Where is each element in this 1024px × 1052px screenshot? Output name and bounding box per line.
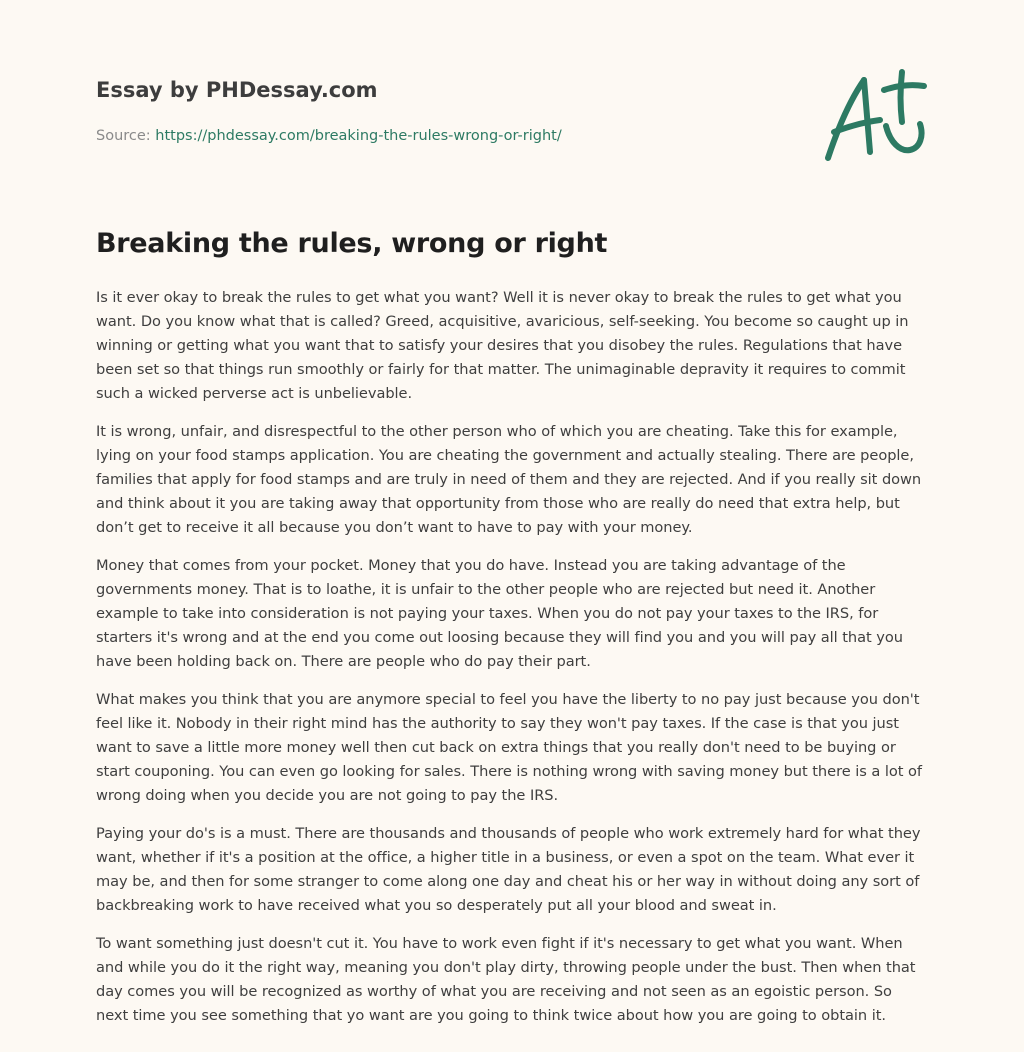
essay-paragraph: Paying your do's is a must. There are thousands and thousands of people who work extremely hard for what they want, whether if it's a position at the office, a higher title in a business, or even a spot on the team. What ever it may be, and then for some stranger to come along one day and cheat his or her way in without doing any sort of backbreaking work to have received what you so desperately put all your blood and sweat in. xyxy=(96,825,921,914)
a-plus-logo-icon xyxy=(820,66,930,166)
source-label: Source: xyxy=(96,128,156,144)
essay-paragraph: To want something just doesn't cut it. You have to work even fight if it's necessary to get what you want. When and while you do it the right way, meaning you don't play dirty, throwing people under the bust. Then when that day comes you will be recognized as worthy of what you are receiving and not seen as an egoistic person. So next time you see something that yo want are you going to think twice about how you are going to obtain it. xyxy=(96,935,916,1024)
essay-paragraph: Is it ever okay to break the rules to get what you want? Well it is never okay to break the rules to get what you want. Do you know what that is called? Greed, acquisitive, avaricious, self-seeking. You become so caught up in winning or getting what you want that to satisfy your desires that you disobey the rules. Regulations that have been set so that things run smoothly or fairly for that matter. The unimaginable depravity it requires to commit such a wicked perverse act is unbelievable. xyxy=(96,289,909,402)
source-line xyxy=(96,126,696,146)
essay-paragraph: It is wrong, unfair, and disrespectful to the other person who of which you are cheating. Take this for example, lying on your food stamps application. You are cheating the government and actually stealing. There are people, families that apply for food stamps and are truly in need of them and they are rejected. And if you really sit down and think about it you are taking away that opportunity from those who are really do need that extra help, but don’t get to receive it all because you don’t want to have to pay with your money. xyxy=(96,423,922,536)
brand-title: Essay by PHDessay.com xyxy=(96,78,378,102)
essay-header xyxy=(96,74,696,146)
essay-body xyxy=(96,286,928,1042)
source-link[interactable]: https://phdessay.com/breaking-the-rules-wrong-or-right/ xyxy=(155,128,562,144)
essay-paragraph: Money that comes from your pocket. Money that you do have. Instead you are taking advantage of the governments money. That is to loathe, it is unfair to the other people who are rejected but need it. Another example to take into consideration is not paying your taxes. When you do not pay your taxes to the IRS, for starters it's wrong and at the end you come out loosing because they will find you and you will pay all that you have been holding back on. There are people who do pay their part. xyxy=(96,557,903,670)
essay-title: Breaking the rules, wrong or right xyxy=(96,228,608,259)
essay-paragraph: What makes you think that you are anymore special to feel you have the liberty to no pay just because you don't feel like it. Nobody in their right mind has the authority to say they won't pay taxes. If the case is that you just want to save a little more money well then cut back on extra things that you really don't need to be buying or start couponing. You can even go looking for sales. There is nothing wrong with saving money but there is a lot of wrong doing when you decide you are not going to pay the IRS. xyxy=(96,691,922,804)
